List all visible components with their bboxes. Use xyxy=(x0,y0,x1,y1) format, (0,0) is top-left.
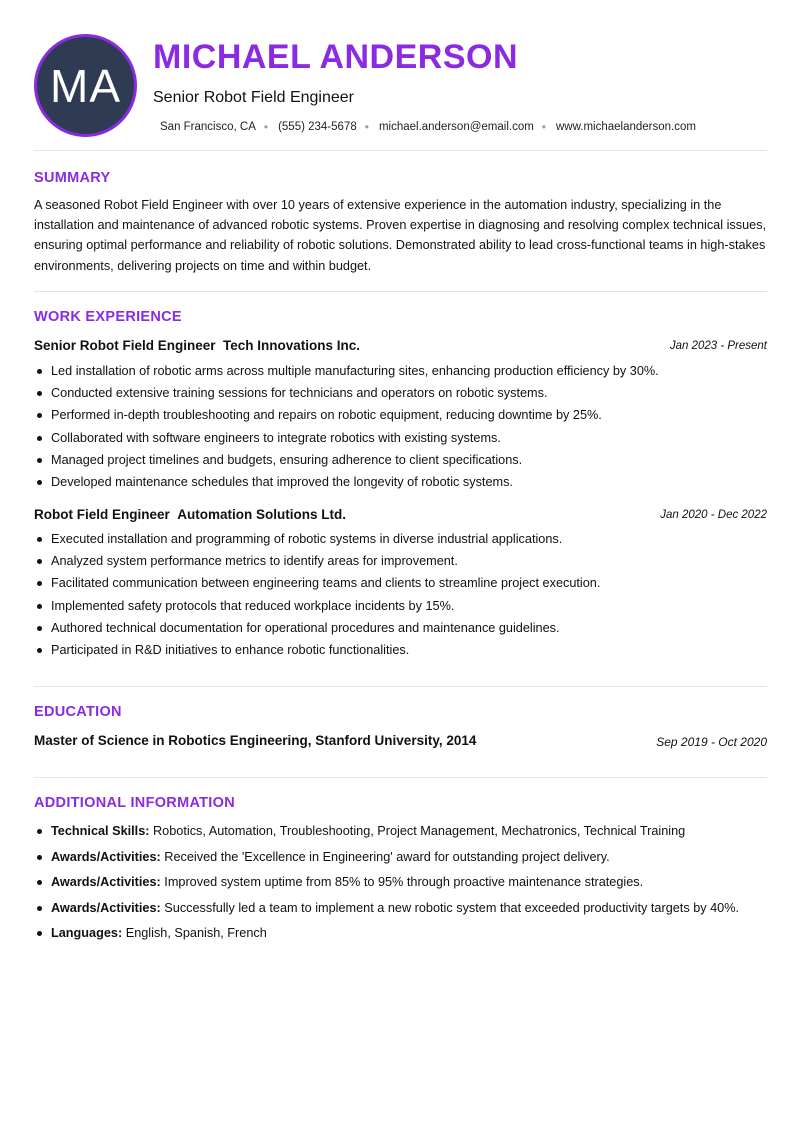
separator-dot-icon: • xyxy=(541,120,546,134)
separator-dot-icon: • xyxy=(263,120,269,134)
job-role: Robot Field Engineer xyxy=(34,507,170,522)
education-dates: Sep 2019 - Oct 2020 xyxy=(656,735,767,749)
job-bullets xyxy=(34,363,767,496)
avatar-initials: MA xyxy=(50,59,121,112)
job-role-line xyxy=(34,338,360,353)
item-label: Awards/Activities: xyxy=(51,875,161,889)
education-degree: Master of Science in Robotics Engineering, Stanford University, 2014 xyxy=(34,733,477,748)
contact-website[interactable]: www.michaelanderson.com xyxy=(556,121,696,133)
list-item: Facilitated communication between engineering teams and clients to streamline project execution. xyxy=(34,575,767,592)
additional-information-heading: ADDITIONAL INFORMATION xyxy=(34,795,235,811)
education-entry xyxy=(34,733,767,753)
job-dates: Jan 2020 - Dec 2022 xyxy=(660,509,767,521)
avatar xyxy=(34,34,137,137)
list-item: Executed installation and programming of robotic systems in diverse industrial applications. xyxy=(34,531,767,548)
list-item: Analyzed system performance metrics to identify areas for improvement. xyxy=(34,553,767,570)
item-text: Received the 'Excellence in Engineering' award for outstanding project delivery. xyxy=(164,849,610,864)
item-label: Awards/Activities: xyxy=(51,900,161,915)
item-text: Successfully led a team to implement a new robotic system that exceeded productivity targets by 40%. xyxy=(164,900,740,915)
contact-email[interactable]: michael.anderson@email.com xyxy=(378,121,534,133)
divider xyxy=(34,291,767,292)
job-company: Automation Solutions Ltd. xyxy=(177,507,347,522)
job-role: Senior Robot Field Engineer xyxy=(34,338,216,353)
item-text: Improved system uptime from 85% to 95% through proactive maintenance strategies. xyxy=(164,875,644,889)
job-title: Senior Robot Field Engineer xyxy=(153,89,355,106)
contact-bar xyxy=(160,120,696,134)
job-header xyxy=(34,338,767,358)
item-text: Robotics, Automation, Troubleshooting, Project Management, Mechatronics, Technical Training xyxy=(153,824,686,838)
additional-info-list xyxy=(34,823,767,951)
item-text: English, Spanish, French xyxy=(125,926,267,940)
work-experience-heading: WORK EXPERIENCE xyxy=(34,309,182,325)
divider xyxy=(34,777,767,778)
divider xyxy=(34,150,767,151)
list-item: Performed in-depth troubleshooting and repairs on robotic equipment, reducing downtime by 25%. xyxy=(34,407,767,424)
list-item xyxy=(34,900,767,917)
list-item xyxy=(34,823,767,840)
list-item: Conducted extensive training sessions for technicians and operators on robotic systems. xyxy=(34,385,767,402)
divider xyxy=(34,686,767,687)
summary-text: A seasoned Robot Field Engineer with over 10 years of extensive experience in the automation industry, specializing in the installation and maintenance of advanced robotic systems. Proven expertise in diagnosing and resolving complex technical issues, ensuring optimal performance and reliability of robotic solutions. Demonstrated ability to lead cross-functional teams in high-stakes environments, delivering projects on time and within budget. xyxy=(34,198,767,273)
contact-phone: (555) 234-5678 xyxy=(278,121,357,133)
job-company: Tech Innovations Inc. xyxy=(223,338,361,353)
item-label: Technical Skills: xyxy=(51,824,150,838)
list-item: Developed maintenance schedules that improved the longevity of robotic systems. xyxy=(34,474,767,491)
list-item xyxy=(34,874,767,891)
list-item: Participated in R&D initiatives to enhance robotic functionalities. xyxy=(34,642,767,659)
list-item xyxy=(34,849,767,866)
contact-location: San Francisco, CA xyxy=(160,121,256,133)
education-heading: EDUCATION xyxy=(34,704,122,720)
job-role-line xyxy=(34,507,346,522)
job-bullets xyxy=(34,531,767,664)
list-item: Managed project timelines and budgets, ensuring adherence to client specifications. xyxy=(34,452,767,469)
separator-dot-icon: • xyxy=(364,120,369,134)
list-item xyxy=(34,925,767,942)
job-header xyxy=(34,507,767,527)
job-dates: Jan 2023 - Present xyxy=(669,340,767,352)
item-label: Languages: xyxy=(51,926,123,940)
list-item: Collaborated with software engineers to integrate robotics with existing systems. xyxy=(34,430,767,447)
candidate-name: MICHAEL ANDERSON xyxy=(153,38,519,76)
item-label: Awards/Activities: xyxy=(51,849,161,864)
list-item: Implemented safety protocols that reduced workplace incidents by 15%. xyxy=(34,598,767,615)
list-item: Led installation of robotic arms across multiple manufacturing sites, enhancing production efficiency by 30%. xyxy=(34,363,767,380)
summary-heading: SUMMARY xyxy=(34,170,111,186)
list-item: Authored technical documentation for operational procedures and maintenance guidelines. xyxy=(34,620,767,637)
